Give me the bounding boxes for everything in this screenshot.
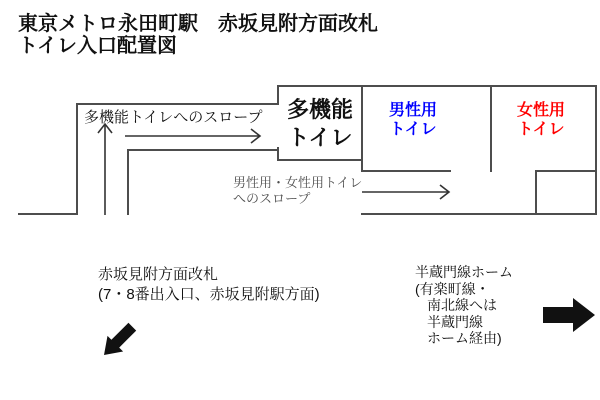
wall-right bbox=[595, 85, 597, 215]
wall-corridor-inner-horizontal bbox=[127, 149, 279, 151]
multifunction-toilet-label-line1: 多機能 bbox=[286, 97, 353, 122]
wall-corridor-inner-vertical bbox=[127, 149, 129, 215]
wall-corridor-top bbox=[76, 103, 277, 105]
womens-toilet-label-line1: 女性用 bbox=[516, 102, 565, 119]
multifunction-slope-arrow-icon bbox=[124, 128, 264, 144]
multifunction-slope-label: 多機能トイレへのスロープ bbox=[84, 109, 263, 126]
wall-left bbox=[76, 103, 78, 215]
wall-alcove-left bbox=[535, 170, 537, 215]
womens-toilet-label-line2: トイレ bbox=[517, 121, 565, 138]
multifunction-toilet-label-line2: トイレ bbox=[287, 125, 353, 150]
platform-label bbox=[415, 264, 513, 347]
platform-label-line4: 半蔵門線 bbox=[427, 313, 483, 330]
multifunction-toilet-label bbox=[279, 96, 361, 152]
ticket-gate-label-line1: 赤坂見附方面改札 bbox=[98, 266, 219, 283]
page-title-line1: 東京メトロ永田町駅 赤坂見附方面改札 bbox=[18, 13, 378, 35]
mens-toilet-label-line1: 男性用 bbox=[388, 102, 437, 119]
wall-womens-bottom bbox=[535, 170, 597, 172]
platform-label-line5: ホーム経由) bbox=[427, 330, 502, 346]
mens-womens-slope-label-line2: へのスロープ bbox=[233, 191, 311, 206]
page-title-line2: トイレ入口配置図 bbox=[18, 35, 177, 57]
platform-label-line2: (有楽町線・ bbox=[415, 280, 490, 297]
mens-toilet-label bbox=[363, 101, 463, 139]
mens-womens-slope-label-line1: 男性用・女性用トイレ bbox=[233, 175, 363, 190]
ramp-up-arrow-icon bbox=[95, 118, 115, 216]
wall-multifunction-bottom bbox=[277, 159, 363, 161]
wall-bottom-main bbox=[361, 213, 597, 215]
platform-direction-arrow-icon bbox=[543, 297, 595, 333]
wall-bottom-left-stub bbox=[18, 213, 78, 215]
wall-mens-bottom bbox=[361, 170, 451, 172]
page-title bbox=[18, 13, 378, 57]
mens-toilet-label-line2: トイレ bbox=[389, 121, 437, 138]
mens-womens-slope-arrow-icon bbox=[361, 184, 453, 200]
ticket-gate-direction-arrow-icon bbox=[101, 314, 145, 358]
womens-toilet-label bbox=[491, 101, 591, 139]
mens-womens-slope-label bbox=[233, 175, 362, 207]
platform-label-line1: 半蔵門線ホーム bbox=[415, 264, 513, 280]
platform-label-line3: 南北線へは bbox=[427, 297, 497, 313]
ticket-gate-label bbox=[98, 265, 320, 304]
wall-top bbox=[277, 85, 597, 87]
ticket-gate-label-line2: (7・8番出入口、赤坂見附駅方面) bbox=[98, 285, 320, 303]
